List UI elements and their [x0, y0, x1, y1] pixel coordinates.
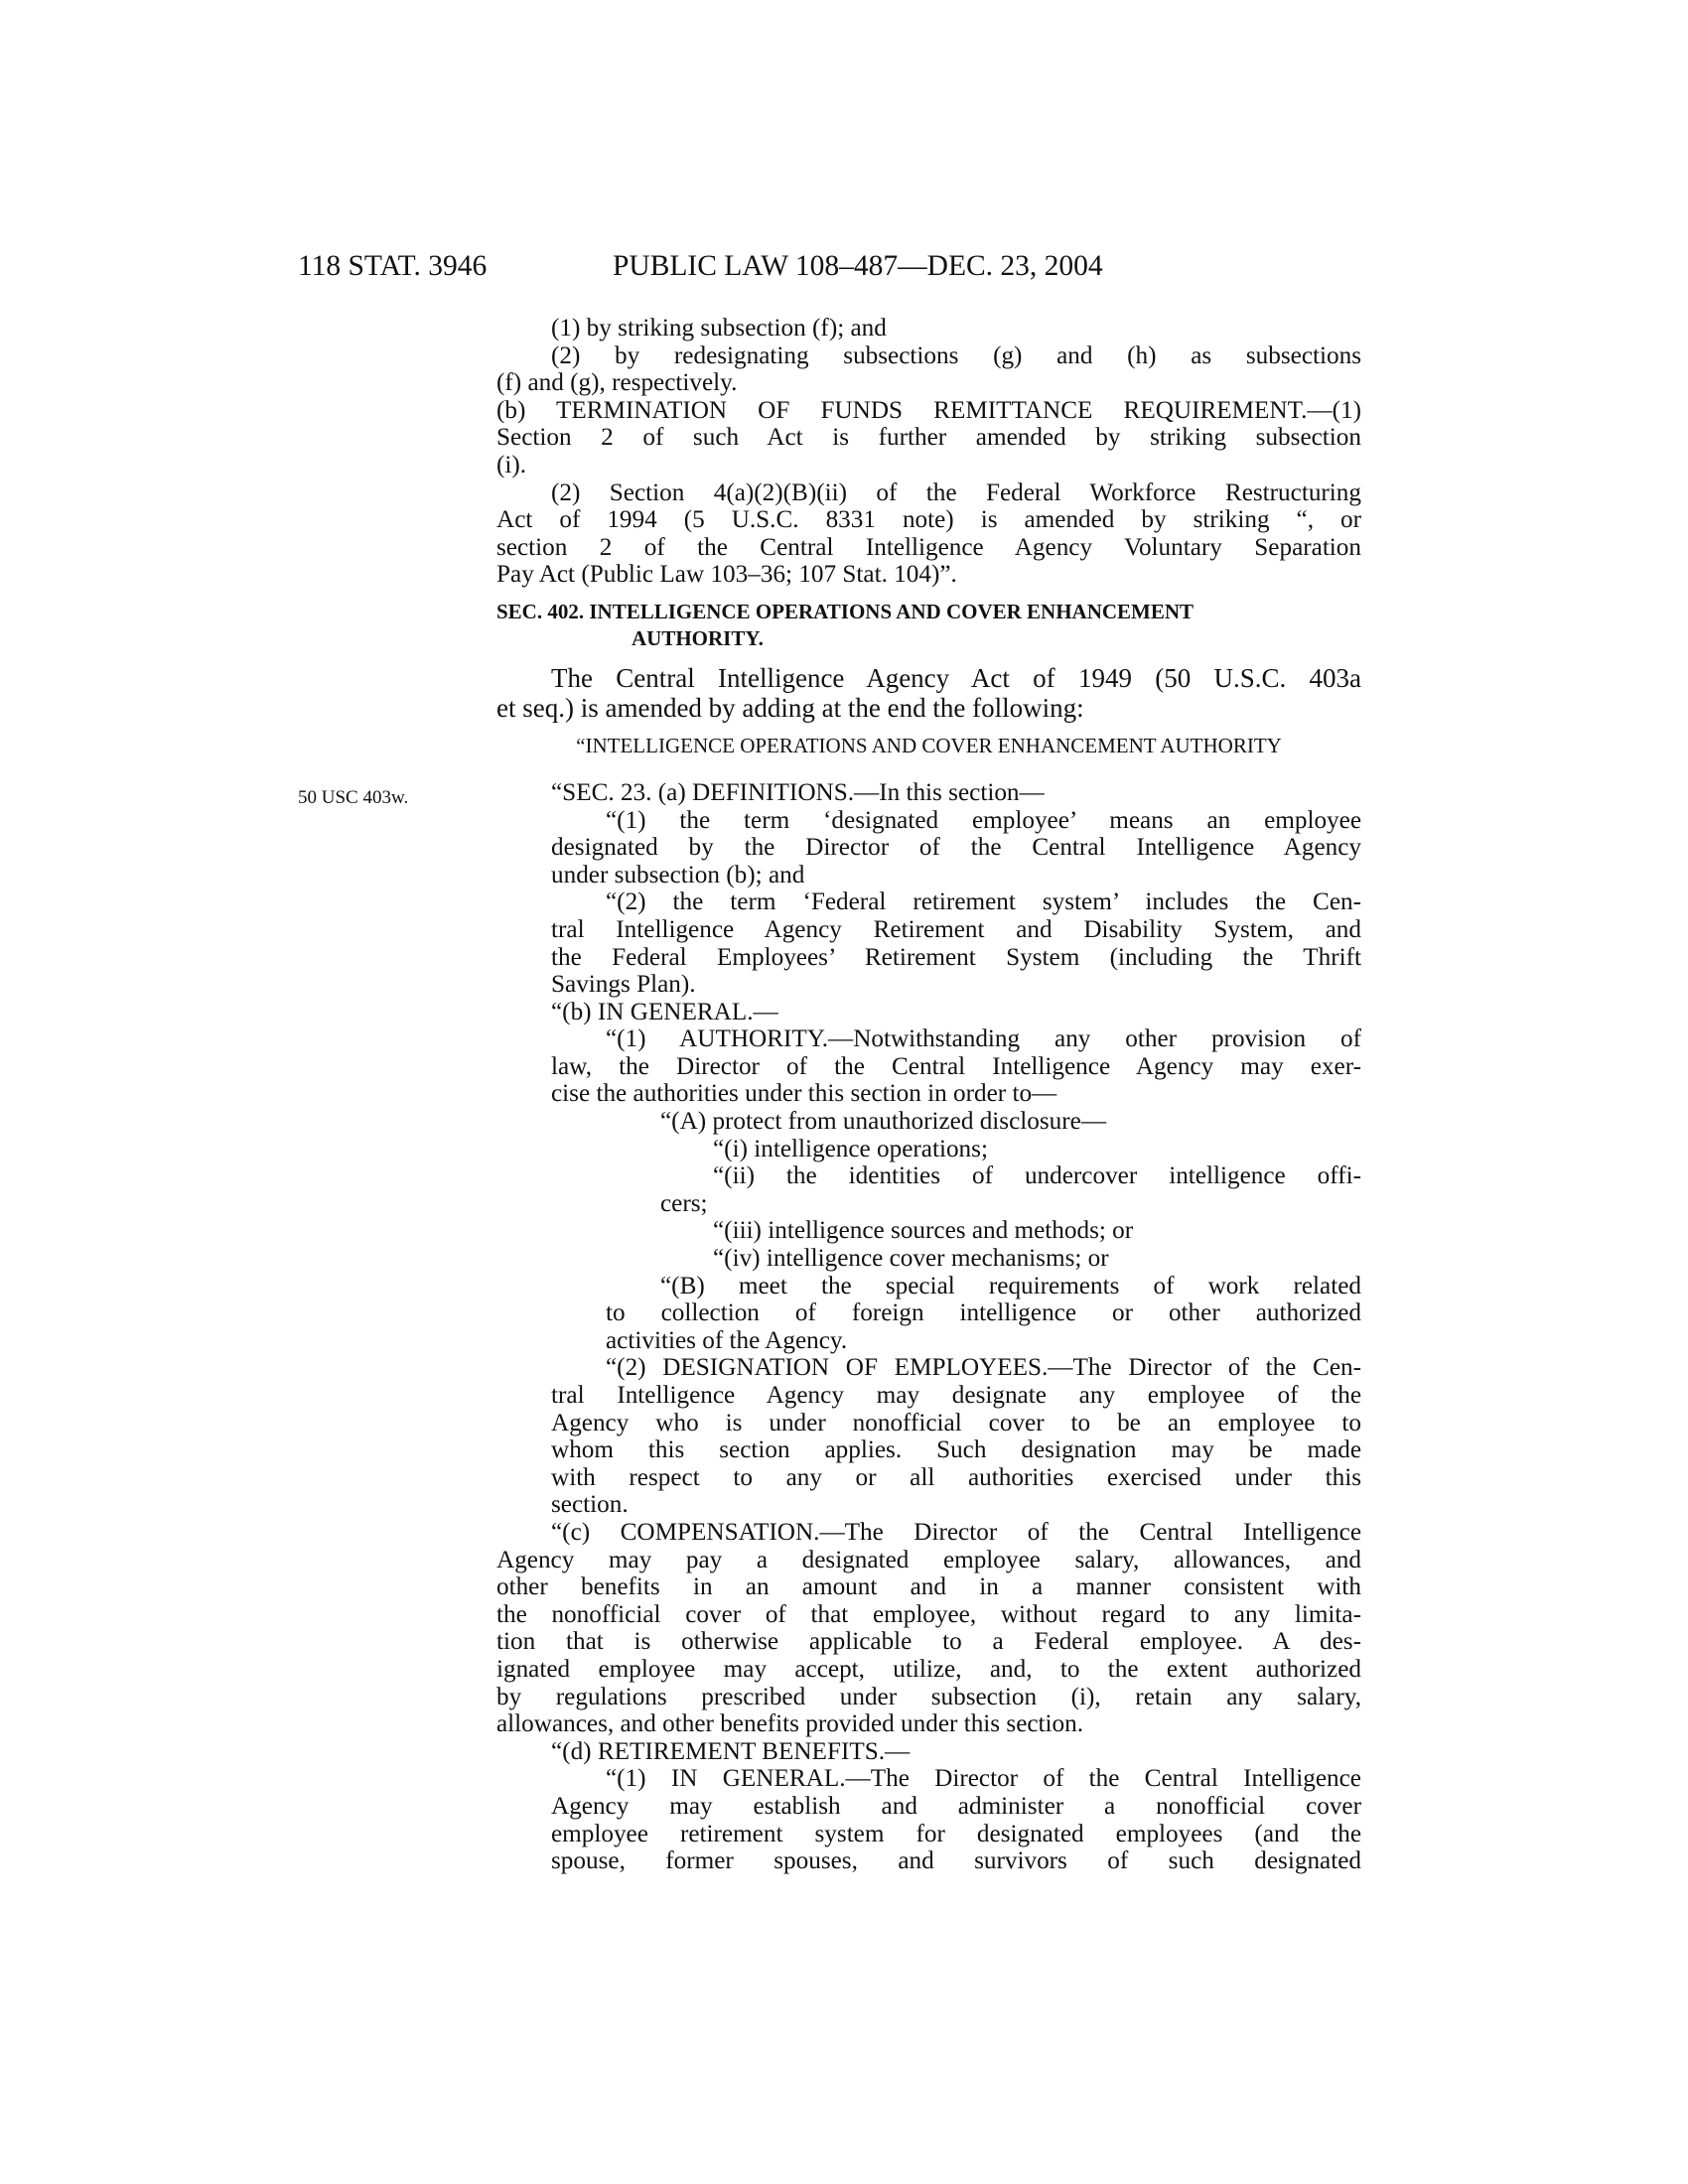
body-line: spouse, former spouses, and survivors of such designated [551, 1847, 1361, 1875]
body-line: by regulations prescribed under subsection (i), retain any salary, [496, 1683, 1361, 1710]
body-line: “SEC. 23. (a) DEFINITIONS.—In this section— [551, 778, 1045, 806]
body-line: law, the Director of the Central Intelligence Agency may exer- [551, 1052, 1361, 1080]
body-line: (2) by redesignating subsections (g) and (h) as subsections [551, 341, 1361, 369]
body-line: Agency may pay a designated employee salary, allowances, and [496, 1546, 1361, 1573]
body-line: “(1) IN GENERAL.—The Director of the Central Intelligence [606, 1765, 1361, 1793]
section-heading: SEC. 402. INTELLIGENCE OPERATIONS AND COVER ENHANCEMENT [496, 599, 1195, 623]
body-line: “(i) intelligence operations; [713, 1135, 988, 1162]
page-stat-number: 118 STAT. 3946 [298, 250, 488, 282]
body-line: Agency may establish and administer a nonofficial cover [551, 1792, 1361, 1820]
body-line: tral Intelligence Agency may designate any employee of the [551, 1382, 1361, 1409]
body-line: “(A) protect from unauthorized disclosure— [660, 1108, 1107, 1136]
body-line: with respect to any or all authorities exercised under this [551, 1463, 1361, 1491]
body-line: “(ii) the identities of undercover intelligence offi- [713, 1162, 1361, 1190]
body-line: section. [551, 1491, 629, 1519]
body-line: tral Intelligence Agency Retirement and Disability System, and [551, 915, 1361, 943]
body-line: the Federal Employees’ Retirement System (including the Thrift [551, 943, 1361, 971]
body-line: to collection of foreign intelligence or other authorized [606, 1299, 1361, 1327]
body-line: “(1) AUTHORITY.—Notwithstanding any other provision of [606, 1025, 1361, 1053]
body-line: employee retirement system for designated employees (and the [551, 1820, 1361, 1847]
running-head-law-title: PUBLIC LAW 108–487—DEC. 23, 2004 [613, 250, 1103, 282]
body-line: under subsection (b); and [551, 861, 805, 888]
body-line: Agency who is under nonofficial cover to be an employee to [551, 1409, 1361, 1436]
body-line: “(d) RETIREMENT BENEFITS.— [551, 1737, 911, 1765]
body-line: whom this section applies. Such designation may be made [551, 1436, 1361, 1464]
body-line: Act of 1994 (5 U.S.C. 8331 note) is amended by striking “, or [496, 506, 1361, 534]
body-line: the nonofficial cover of that employee, without regard to any limita- [496, 1600, 1361, 1628]
body-line: designated by the Director of the Central Intelligence Agency [551, 834, 1361, 862]
body-line: (2) Section 4(a)(2)(B)(ii) of the Federal Workforce Restructuring [551, 478, 1361, 506]
body-line: “(2) DESIGNATION OF EMPLOYEES.—The Director of the Cen- [606, 1354, 1361, 1382]
section-heading: AUTHORITY. [632, 625, 764, 650]
body-line: tion that is otherwise applicable to a Federal employee. A des- [496, 1628, 1361, 1656]
body-line: cise the authorities under this section in order to— [551, 1080, 1057, 1108]
body-line: “(iii) intelligence sources and methods; or [713, 1217, 1134, 1245]
body-line: Pay Act (Public Law 103–36; 107 Stat. 104)”. [496, 561, 957, 589]
body-line: ignated employee may accept, utilize, and, to the extent authorized [496, 1655, 1361, 1683]
body-line: “(2) the term ‘Federal retirement system’ includes the Cen- [606, 888, 1361, 916]
body-line: (b) TERMINATION OF FUNDS REMITTANCE REQUIREMENT.—(1) [496, 396, 1361, 424]
body-line: (1) by striking subsection (f); and [551, 315, 887, 341]
body-line: “(1) the term ‘designated employee’ means an employee [606, 806, 1361, 834]
body-line: “(B) meet the special requirements of work related [660, 1272, 1361, 1299]
body-line: other benefits in an amount and in a manner consistent with [496, 1573, 1361, 1601]
body-line: (f) and (g), respectively. [496, 369, 738, 397]
body-line: “(b) IN GENERAL.— [551, 998, 778, 1025]
body-line: allowances, and other benefits provided under this section. [496, 1710, 1084, 1738]
statute-body [496, 315, 1361, 1875]
body-line: Section 2 of such Act is further amended by striking subsection [496, 424, 1361, 452]
body-line: section 2 of the Central Intelligence Agency Voluntary Separation [496, 533, 1361, 561]
inserted-section-title: “INTELLIGENCE OPERATIONS AND COVER ENHANCEMENT AUTHORITY [576, 733, 1282, 757]
body-line: “(iv) intelligence cover mechanisms; or [713, 1245, 1109, 1273]
body-line: The Central Intelligence Agency Act of 1949 (50 U.S.C. 403a [551, 662, 1361, 693]
body-line: cers; [660, 1189, 708, 1217]
body-line: “(c) COMPENSATION.—The Director of the Central Intelligence [551, 1518, 1361, 1546]
margin-note-usc-cite: 50 USC 403w. [298, 787, 409, 808]
body-line: activities of the Agency. [606, 1326, 848, 1354]
body-line: et seq.) is amended by adding at the end the following: [496, 692, 1084, 723]
body-line: Savings Plan). [551, 971, 696, 999]
body-line: (i). [496, 451, 527, 478]
